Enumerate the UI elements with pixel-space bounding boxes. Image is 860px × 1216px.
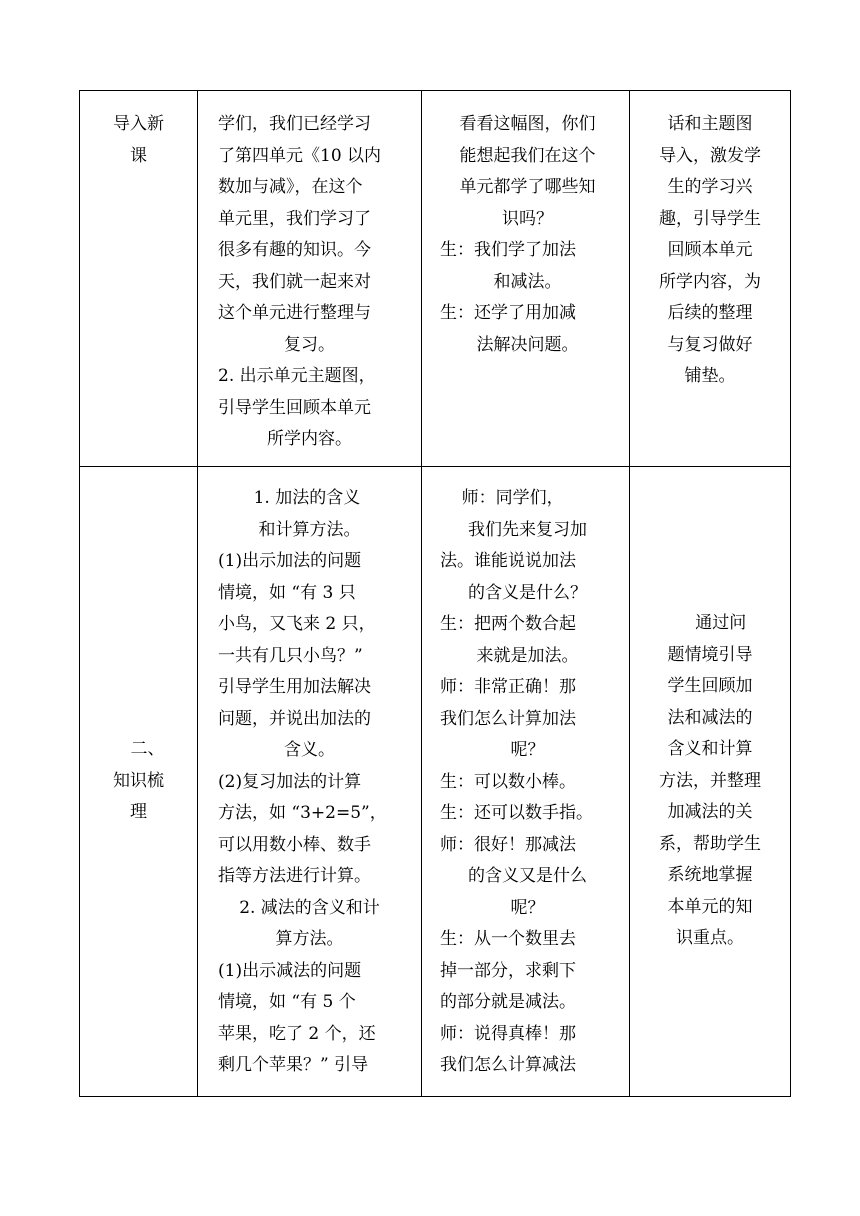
student-line: 呢？ — [510, 740, 545, 760]
intent-line: 识重点。 — [676, 928, 744, 949]
student-line: 生：还可以数手指。 — [440, 803, 593, 823]
teacher-line: 天，我们就一起来对 — [218, 271, 371, 292]
student-line: 的部分就是减法。 — [440, 992, 576, 1012]
phase-line: 导入新 — [113, 114, 164, 134]
phase-line: 课 — [130, 145, 147, 166]
teacher-line: 引导学生回顾本单元 — [218, 397, 371, 418]
intent-line: 系，帮助学生 — [659, 833, 761, 854]
intent-line: 导入，激发学 — [659, 145, 761, 166]
intent-line: 本单元的知 — [667, 896, 753, 917]
intent-line: 趣，引导学生 — [659, 208, 761, 229]
teacher-line: 2. 减法的含义和计 — [239, 897, 380, 918]
student-line: 来就是加法。 — [476, 645, 579, 666]
student-line: 师：很好！那减法 — [440, 834, 576, 855]
intent-line: 题情境引导 — [667, 644, 753, 665]
design-intent-cell — [630, 467, 791, 1097]
intent-line: 学生回顾加 — [667, 676, 753, 697]
intent-line: 话和主题图 — [667, 114, 753, 134]
intent-line: 铺垫。 — [684, 366, 736, 386]
intent-line: 法和减法的 — [667, 707, 753, 728]
teacher-line: 了第四单元《10 以内 — [218, 145, 382, 166]
student-line: 呢？ — [510, 897, 545, 918]
teacher-line: 剩几个苹果？” 引导 — [218, 1055, 369, 1075]
student-activity-cell — [422, 467, 630, 1097]
teacher-line: 1. 加法的含义 — [232, 488, 361, 508]
phase-cell — [80, 91, 198, 467]
phase-cell — [80, 467, 198, 1097]
teacher-line: 一共有几只小鸟？” — [218, 645, 363, 666]
teacher-line: 算方法。 — [275, 929, 344, 949]
student-line: 生：还学了用加减 — [440, 303, 576, 323]
teacher-line: 情境，如 “有 5 个 — [218, 992, 356, 1012]
table-row — [80, 91, 791, 467]
teacher-line: 数加与减》，在这个 — [218, 177, 363, 197]
teacher-line: 学们，我们已经学习 — [218, 114, 371, 134]
student-line: 法。谁能说说加法 — [440, 551, 576, 571]
intent-line: 回顾本单元 — [667, 240, 753, 260]
intent-line: 所学内容，为 — [659, 271, 761, 292]
student-line: 生：把两个数合起 — [440, 614, 576, 634]
intent-line: 方法，并整理 — [659, 770, 761, 791]
teacher-line: (1)出示加法的问题 — [218, 551, 362, 571]
teacher-line: 方法，如 “3+2=5”， — [218, 803, 387, 823]
student-line: 掉一部分，求剩下 — [440, 960, 576, 981]
teacher-line: 复习。 — [284, 334, 335, 355]
teacher-line: 问题，并说出加法的 — [218, 708, 371, 729]
student-activity-cell — [422, 91, 630, 467]
teacher-line: 指等方法进行计算。 — [218, 866, 371, 886]
intent-line: 加减法的关 — [667, 802, 753, 823]
student-line: 法解决问题。 — [476, 334, 579, 355]
student-line: 生：从一个数里去 — [440, 929, 576, 949]
design-intent-cell — [630, 91, 791, 467]
student-line: 师：说得真棒！那 — [440, 1023, 576, 1044]
student-line: 单元都学了哪些知 — [459, 177, 596, 197]
student-line: 看看这幅图，你们 — [459, 114, 596, 134]
teacher-line: 和计算方法。 — [258, 519, 361, 540]
phase-line: 二、 — [130, 739, 165, 760]
student-line: 识吗？ — [502, 208, 553, 229]
student-line: 我们怎么计算减法 — [440, 1055, 576, 1075]
intent-line: 与复习做好 — [667, 334, 753, 355]
teacher-activity-cell — [198, 91, 422, 467]
student-line: 我们先来复习加 — [468, 519, 587, 540]
student-line: 师：同学们， — [440, 488, 564, 508]
teacher-line: 含义。 — [284, 740, 335, 760]
teacher-line: 所学内容。 — [267, 429, 352, 449]
phase-line: 知识梳 — [113, 770, 164, 791]
intent-line: 含义和计算 — [667, 739, 753, 760]
student-line: 生：可以数小棒。 — [440, 771, 576, 792]
teacher-line: 小鸟，又飞来 2 只， — [218, 614, 376, 634]
student-line: 能想起我们在这个 — [459, 145, 596, 166]
student-line: 和减法。 — [493, 271, 562, 292]
teacher-line: 2. 出示单元主题图， — [218, 366, 376, 386]
teacher-line: 可以用数小棒、数手 — [218, 834, 371, 855]
student-line: 的含义又是什么 — [468, 866, 587, 886]
intent-line: 后续的整理 — [667, 303, 753, 323]
teacher-line: 情境，如 “有 3 只 — [218, 582, 356, 603]
teacher-line: 这个单元进行整理与 — [218, 303, 371, 323]
student-line: 我们怎么计算加法 — [440, 708, 576, 729]
student-line: 生：我们学了加法 — [440, 240, 576, 260]
teacher-line: 单元里，我们学习了 — [218, 208, 371, 229]
phase-line: 理 — [130, 802, 147, 823]
teacher-line: (1)出示减法的问题 — [218, 960, 362, 981]
intent-line: 生的学习兴 — [667, 177, 753, 197]
teacher-activity-cell — [198, 467, 422, 1097]
teacher-line: 引导学生用加法解决 — [218, 677, 371, 697]
intent-line: 系统地掌握 — [667, 865, 753, 886]
student-line: 的含义是什么？ — [468, 582, 587, 603]
teacher-line: 苹果，吃了 2 个，还 — [218, 1023, 376, 1044]
intent-line: 通过问 — [673, 613, 747, 634]
student-line: 师：非常正确！那 — [440, 677, 576, 697]
table-row — [80, 467, 791, 1097]
teacher-line: 很多有趣的知识。今 — [218, 240, 371, 260]
lesson-plan-table — [79, 90, 791, 1097]
teacher-line: (2)复习加法的计算 — [218, 771, 362, 792]
